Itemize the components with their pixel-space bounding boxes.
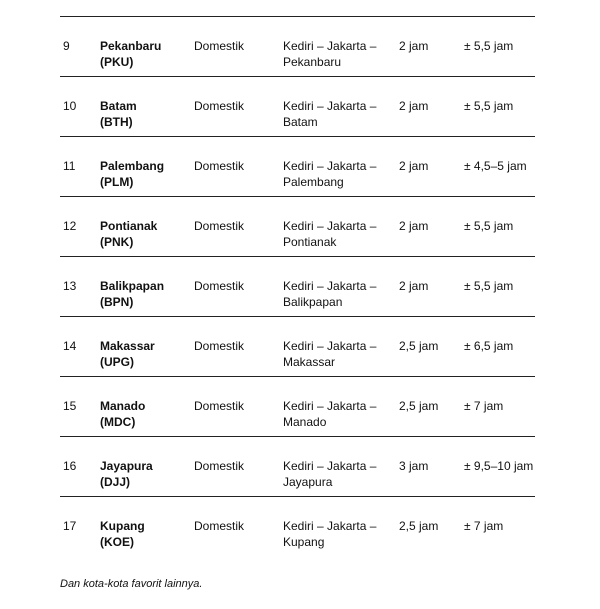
route-line-1: Kediri – Jakarta – [283,219,377,233]
table-row [60,77,535,137]
route-line-2: Batam [283,115,318,129]
city-name: Balikpapan [100,279,165,293]
route-line-1: Kediri – Jakarta – [283,279,377,293]
city-name: Pontianak [100,219,158,233]
route [283,98,376,130]
row-number: 12 [63,219,77,233]
total-duration: ± 5,5 jam [464,279,514,293]
flight-duration: 2,5 jam [399,519,439,533]
total-duration: ± 5,5 jam [464,99,514,113]
flight-duration: 2 jam [399,39,429,53]
airport-code: (DJJ) [100,475,131,489]
table-row [60,317,535,377]
route [283,338,376,370]
flight-duration: 2 jam [399,279,429,293]
flight-type: Domestik [194,39,245,53]
airport-code: (PLM) [100,175,134,189]
route-line-1: Kediri – Jakarta – [283,99,377,113]
route-line-1: Kediri – Jakarta – [283,339,377,353]
table-row [60,377,535,437]
airport-code: (PKU) [100,55,134,69]
table-row [60,197,535,257]
total-duration: ± 5,5 jam [464,219,514,233]
flight-duration: 2 jam [399,219,429,233]
city-name: Manado [100,399,146,413]
route [283,38,376,70]
row-number: 11 [63,159,76,173]
total-duration: ± 7 jam [464,519,504,533]
route [283,158,376,190]
footer-note: Dan kota-kota favorit lainnya. [60,578,203,590]
flight-duration: 2 jam [399,159,429,173]
route-line-2: Kupang [283,535,325,549]
route-line-2: Makassar [283,355,336,369]
flight-type: Domestik [194,219,245,233]
flight-type: Domestik [194,339,245,353]
row-number: 13 [63,279,77,293]
flight-duration: 2,5 jam [399,339,439,353]
airport-code: (BPN) [100,295,134,309]
table-row [60,497,535,557]
city-name: Batam [100,99,137,113]
destination-city [100,518,145,550]
city-name: Jayapura [100,459,153,473]
route-line-2: Balikpapan [283,295,343,309]
total-duration: ± 5,5 jam [464,39,514,53]
total-duration: ± 6,5 jam [464,339,514,353]
airport-code: (MDC) [100,415,136,429]
route-line-2: Jayapura [283,475,333,489]
row-number: 14 [63,339,77,353]
row-number: 9 [63,39,70,53]
destination-city [100,458,153,490]
route-line-2: Pontianak [283,235,337,249]
city-name: Kupang [100,519,145,533]
airport-code: (UPG) [100,355,134,369]
table-row [60,437,535,497]
destination-city [100,38,161,70]
route [283,278,376,310]
row-number: 16 [63,459,77,473]
destination-city [100,158,164,190]
flight-type: Domestik [194,159,245,173]
flight-type: Domestik [194,459,245,473]
route-line-2: Palembang [283,175,344,189]
destination-table [60,16,535,557]
city-name: Palembang [100,159,165,173]
flight-type: Domestik [194,99,245,113]
city-name: Makassar [100,339,155,353]
flight-type: Domestik [194,519,245,533]
table-row [60,17,535,77]
destination-city [100,338,155,370]
route-line-1: Kediri – Jakarta – [283,519,377,533]
route [283,458,376,490]
airport-code: (BTH) [100,115,133,129]
route [283,218,376,250]
table-row [60,137,535,197]
total-duration: ± 7 jam [464,399,504,413]
total-duration: ± 4,5–5 jam [464,159,527,173]
flight-duration: 3 jam [399,459,429,473]
city-name: Pekanbaru [100,39,162,53]
flight-duration: 2,5 jam [399,399,439,413]
row-number: 17 [63,519,77,533]
total-duration: ± 9,5–10 jam [464,459,534,473]
route [283,398,376,430]
route-line-2: Pekanbaru [283,55,342,69]
flight-duration: 2 jam [399,99,429,113]
row-number: 10 [63,99,77,113]
table-row [60,257,535,317]
flight-type: Domestik [194,399,245,413]
route-line-2: Manado [283,415,327,429]
route [283,518,376,550]
airport-code: (PNK) [100,235,134,249]
route-line-1: Kediri – Jakarta – [283,399,377,413]
destination-city [100,218,157,250]
destination-city [100,398,145,430]
airport-code: (KOE) [100,535,134,549]
row-number: 15 [63,399,77,413]
route-line-1: Kediri – Jakarta – [283,39,377,53]
flight-type: Domestik [194,279,245,293]
route-line-1: Kediri – Jakarta – [283,159,377,173]
destination-city [100,98,137,130]
destination-city [100,278,164,310]
route-line-1: Kediri – Jakarta – [283,459,377,473]
